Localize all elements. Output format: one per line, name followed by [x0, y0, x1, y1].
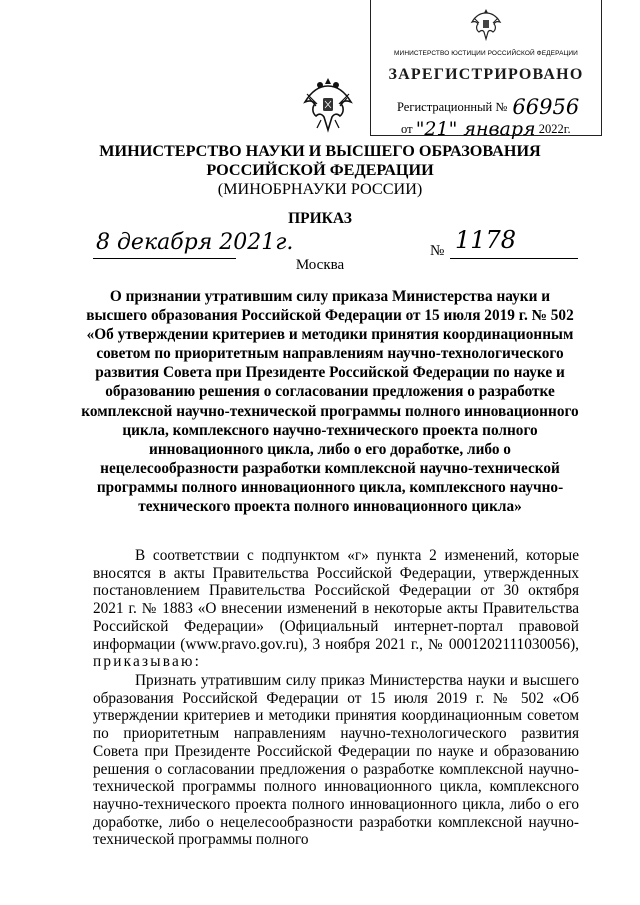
paragraph-1-action: приказываю:	[93, 653, 202, 671]
stamp-date-handwritten: "21" января	[415, 118, 536, 140]
ministry-short-name: (МИНОБРНАУКИ РОССИИ)	[217, 180, 423, 198]
eagle-emblem-icon	[469, 6, 503, 42]
registration-stamp	[370, 0, 602, 140]
order-number: 1178	[455, 226, 517, 254]
body-paragraph-2: Признать утратившим силу приказ Министерства науки и высшего образования Российской Федерации от 15 июля 2019 г. № 502 «Об утверждении критериев и методики принятия координационным советом по приоритетным направлениям научно-технологического развития Совета при Президенте Российской Федерации по науке и образованию решения о согласовании предложения о разработке комплексной научно-технической программы полного инновационного цикла, комплексного научно-технического проекта полного инновационного цикла, либо о его доработке, либо о нецелесообразности разработки комплексной научно-технической программы полного	[93, 672, 579, 849]
stamp-ministry-name: МИНИСТЕРСТВО ЮСТИЦИИ РОССИЙСКОЙ ФЕДЕРАЦИИ	[394, 50, 578, 57]
body-paragraph-1	[93, 547, 579, 671]
order-date: 8 декабря 2021г.	[96, 230, 294, 255]
ministry-name-line1: МИНИСТЕРСТВО НАУКИ И ВЫСШЕГО ОБРАЗОВАНИЯ	[99, 142, 541, 160]
stamp-status: ЗАРЕГИСТРИРОВАНО	[388, 66, 584, 83]
stamp-date-year: 2022г.	[538, 122, 571, 136]
stamp-date-prefix: от	[401, 122, 413, 136]
ministry-header	[0, 142, 640, 199]
coat-of-arms-icon	[301, 76, 355, 134]
ministry-name-line2: РОССИЙСКОЙ ФЕДЕРАЦИИ	[206, 161, 434, 179]
document-type: ПРИКАЗ	[288, 210, 352, 227]
paragraph-1-text: В соответствии с подпунктом «г» пункта 2 изменений, которые вносятся в акты Правительства Российской Федерации, утвержденных постановлением Правительства Российской Федерации от 30 октября 2021 г. № 1883 «О внесении изменений в некоторые акты Правительства Российской Федерации» (Официальный интернет-портал правовой информации (www.pravo.gov.ru), 3 ноября 2021 г., № 0001202111030056),	[93, 547, 579, 653]
stamp-reg-number-line	[397, 92, 580, 119]
stamp-reg-number-label: Регистрационный №	[397, 100, 508, 114]
stamp-date-line	[401, 116, 571, 138]
order-title: О признании утратившим силу приказа Министерства науки и высшего образования Российской Федерации от 15 июля 2019 г. № 502 «Об утверждении критериев и методики принятия координационным советом по приоритетным направлениям научно-технологического развития Совета при Президенте Российской Федерации по науке и образованию решения о согласовании предложения о разработке комплексной научно-технической программы полного инновационного цикла, комплексного научно-технического проекта полного инновационного цикла, либо о его доработке, либо о нецелесообразности разработки комплексной научно-технической программы полного инновационного цикла, комплексного научно-технического проекта полного инновационного цикла»	[81, 288, 579, 516]
stamp-reg-number: 66956	[512, 95, 580, 119]
order-number-label: №	[430, 243, 445, 259]
city: Москва	[295, 257, 345, 273]
